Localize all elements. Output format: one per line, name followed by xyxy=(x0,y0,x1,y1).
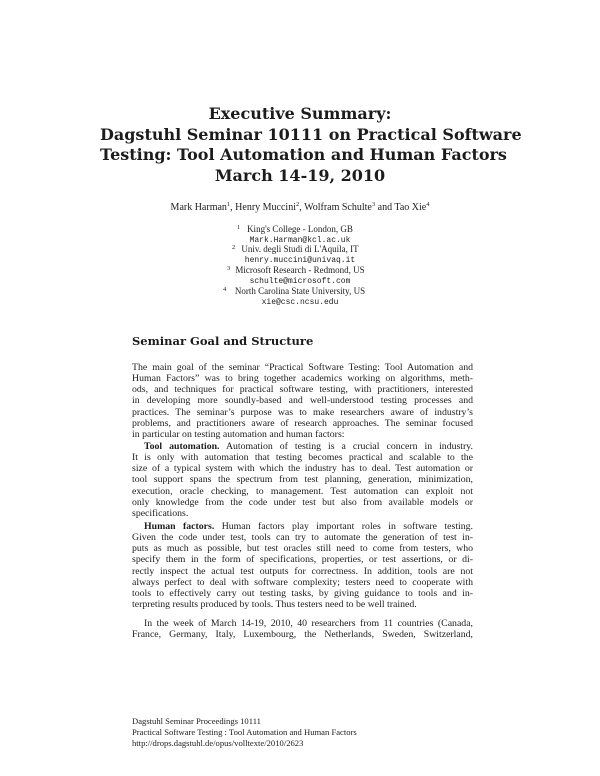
affiliation xyxy=(200,224,400,246)
text-line: specifications. xyxy=(132,507,189,519)
text-line: only knowledge from the code under test but also from available models or xyxy=(132,496,473,508)
human-factors-paragraph xyxy=(132,521,473,610)
text-line: It is only with automation that testing becomes practical and scalable to the xyxy=(132,452,473,464)
intro-paragraph xyxy=(132,362,473,440)
affiliation-name: King's College - London, GB xyxy=(247,224,353,234)
text-line xyxy=(132,441,473,452)
section-heading: Seminar Goal and Structure xyxy=(132,334,314,348)
footer-line: Practical Software Testing : Tool Automation and Human Factors xyxy=(132,727,357,737)
text-line: Human Factors” was to bring together academics working on algorithms, meth- xyxy=(132,373,473,385)
text-line: tools to effectively carry out testing tasks, by giving guidance to tools and in- xyxy=(132,587,473,599)
affiliation xyxy=(200,286,400,308)
author-name: Wolfram Schulte xyxy=(304,202,372,213)
tool-automation-paragraph xyxy=(132,441,473,519)
text-line: France, Germany, Italy, Luxembourg, the Netherlands, Sweden, Switzerland, xyxy=(132,629,473,641)
author-mark: 2 xyxy=(296,201,300,208)
paper-title xyxy=(100,104,522,186)
text-span: Automation of testing is a crucial concern in industry. xyxy=(219,441,473,452)
author-mark: 1 xyxy=(226,201,231,208)
affiliation-name: Univ. degli Studi di L'Aquila, IT xyxy=(241,244,359,254)
affiliation-number: 3 xyxy=(227,265,231,272)
run-in-heading: Tool automation. xyxy=(144,441,220,452)
text-line: tool support spans the spectrum from test planning, generation, minimization, xyxy=(132,474,473,486)
author-name: Henry Muccini xyxy=(235,202,296,213)
title-line: March 14-19, 2010 xyxy=(214,165,386,185)
text-line: in particular on testing automation and human factors: xyxy=(132,428,345,440)
text-line: terpreting results produced by tools. Thus testers need to be well trained. xyxy=(132,599,417,611)
affiliation xyxy=(200,265,400,287)
proceedings-footer xyxy=(132,716,357,749)
affiliation-number: 2 xyxy=(232,244,236,251)
text-line: problems, and practitioners aware of research approaches. The seminar focused xyxy=(132,417,473,429)
author-mark: 3 xyxy=(371,201,376,208)
text-line: in developing more soundly-based and well-understood testing processes and xyxy=(132,395,473,407)
footer-url: http://drops.dagstuhl.de/opus/volltexte/2010/2623 xyxy=(132,738,304,748)
run-in-heading: Human factors. xyxy=(144,521,215,532)
text-line: size of a typical system with which the industry has to deal. Test automation or xyxy=(132,463,473,475)
text-line: Given the code under test, tools can try to automate the generation of test in- xyxy=(132,532,473,544)
text-line: The main goal of the seminar “Practical Software Testing: Tool Automation and xyxy=(132,362,473,373)
affiliation-name: North Carolina State University, US xyxy=(234,286,366,296)
text-line: specify them in the form of specifications, properties, or test assertions, or di- xyxy=(132,554,473,566)
title-line: Dagstuhl Seminar 10111 on Practical Software xyxy=(100,124,522,144)
author-mark: 4 xyxy=(426,201,430,208)
week-paragraph xyxy=(132,618,473,640)
text-span: Human factors play important roles in software testing. xyxy=(214,521,473,532)
text-line: execution, oracle checking, to management. Test automation can exploit not xyxy=(132,485,473,497)
text-line: always perfect to deal with software complexity; testers need to cooperate with xyxy=(132,576,473,588)
text-line: ods, and techniques for practical software testing, with practitioners, interested xyxy=(132,384,473,396)
text-line: puts as much as possible, but test oracles still need to come from testers, who xyxy=(132,543,473,555)
author-and: and xyxy=(377,202,393,213)
affiliation-email: Mark.Harman@kcl.ac.uk xyxy=(249,236,351,245)
text-line: rectly inspect the actual test outputs for correctness. In addition, tools are not xyxy=(132,565,473,577)
affiliation-number: 1 xyxy=(237,224,241,231)
affiliation-number: 4 xyxy=(223,286,227,293)
text-line xyxy=(132,521,473,532)
title-line: Testing: Tool Automation and Human Factors xyxy=(100,145,507,164)
footer-line: Dagstuhl Seminar Proceedings 10111 xyxy=(132,716,261,726)
affiliation-name: Microsoft Research - Redmond, US xyxy=(235,265,365,275)
affiliation-email: henry.muccini@univaq.it xyxy=(244,256,356,265)
affiliation-email: schulte@microsoft.com xyxy=(249,277,351,286)
author-name: Tao Xie xyxy=(394,202,427,213)
text-line: In the week of March 14-19, 2010, 40 researchers from 11 countries (Canada, xyxy=(144,618,473,629)
affiliation-email: xie@csc.ncsu.edu xyxy=(261,298,339,307)
title-line: Executive Summary: xyxy=(208,104,392,123)
text-line: practices. The seminar’s purpose was to make researchers aware of industry’s xyxy=(132,406,473,418)
author-list: Mark Harman$^1$, Henry Muccini$^2$, Wolfram Schulte$^3$ and Tao Xie$^4$ xyxy=(170,201,430,213)
author-name: Mark Harman xyxy=(170,202,227,213)
